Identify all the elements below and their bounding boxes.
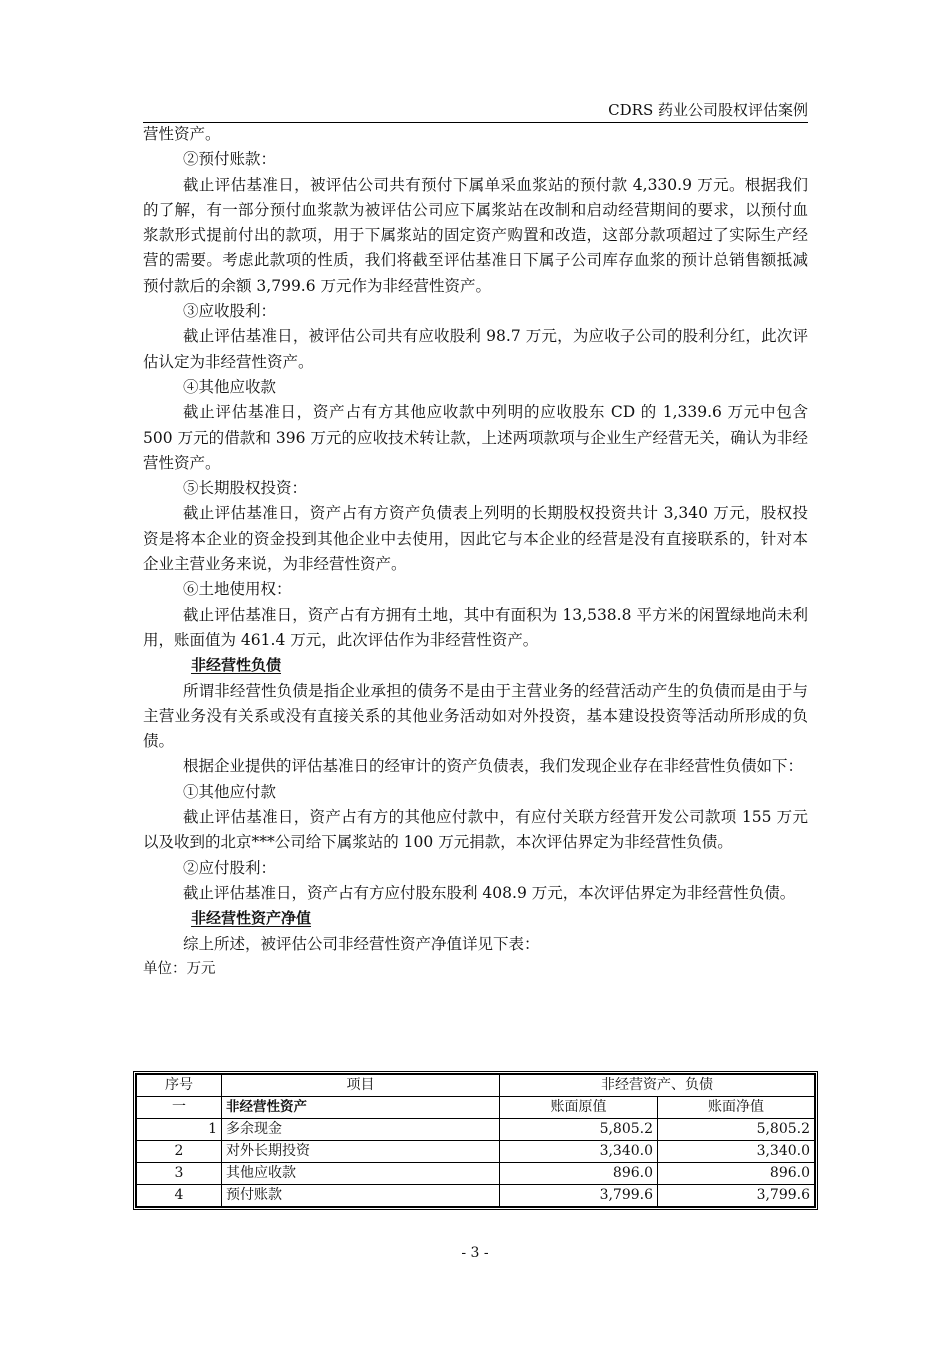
table-section-row — [137, 1097, 815, 1119]
page-number: - 3 - — [461, 1245, 489, 1261]
paragraph: 所谓非经营性负债是指企业承担的债务不是由于主营业务的经营活动产生的负债而是由于与主营业务没有关系或没有直接关系的其他业务活动如对外投资，基本建设投资等活动所形成的负债。 — [143, 681, 808, 751]
row-item: 预付账款 — [222, 1185, 500, 1207]
row-seq: 1 — [137, 1119, 222, 1141]
paragraph: 截止评估基准日，资产占有方其他应收款中列明的应收股东 CD 的 1,339.6 万元中包含 500 万元的借款和 396 万元的应收技术转让款，上述两项款项与企业生产经营无关，确认为非经营性资产。 — [143, 403, 808, 472]
row-item: 其他应收款 — [222, 1163, 500, 1185]
paragraph: 根据企业提供的评估基准日的经审计的资产负债表，我们发现企业存在非经营性负债如下： — [183, 757, 804, 776]
row-item: 多余现金 — [222, 1119, 500, 1141]
row-original: 5,805.2 — [500, 1119, 658, 1141]
section-title: 非经营性资产净值 — [191, 909, 312, 928]
paragraph: 截止评估基准日，被评估公司共有应收股利 98.7 万元，为应收子公司的股利分红，此次评估认定为非经营性资产。 — [143, 327, 808, 371]
section-title: 非经营性负债 — [191, 656, 282, 675]
section-seq: 一 — [137, 1097, 222, 1119]
paragraph: 截止评估基准日，资产占有方资产负债表上列明的长期股权投资共计 3,340 万元，股权投资是将本企业的资金投到其他企业中去使用，因此它与本企业的经营是没有直接联系的，针对本企业主营业务来说，为非经营性资产。 — [143, 504, 808, 574]
subheading: ①其他应付款 — [183, 782, 277, 801]
net-asset-table — [133, 1071, 818, 1210]
table-header-row — [137, 1075, 815, 1097]
row-seq: 4 — [137, 1185, 222, 1207]
header-book-net: 账面净值 — [658, 1097, 815, 1119]
document-body — [143, 122, 808, 982]
subheading: ⑥土地使用权： — [183, 580, 292, 599]
header-item: 项目 — [222, 1075, 500, 1097]
row-net: 3,340.0 — [658, 1141, 815, 1163]
paragraph: 截止评估基准日，资产占有方应付股东股利 408.9 万元，本次评估界定为非经营性负债。 — [183, 883, 796, 902]
paragraph: 截止评估基准日，资产占有方拥有土地，其中有面积为 13,538.8 平方米的闲置绿地尚未利用，账面值为 461.4 万元，此次评估作为非经营性资产。 — [143, 605, 808, 649]
section-item: 非经营性资产 — [222, 1097, 500, 1119]
subheading: ③应收股利： — [183, 302, 277, 321]
row-original: 3,799.6 — [500, 1185, 658, 1207]
header-seq: 序号 — [137, 1075, 222, 1097]
subheading: ④其他应收款 — [183, 377, 277, 396]
row-original: 896.0 — [500, 1163, 658, 1185]
row-item: 对外长期投资 — [222, 1141, 500, 1163]
row-net: 896.0 — [658, 1163, 815, 1185]
running-header: CDRS 药业公司股权评估案例 — [608, 101, 808, 119]
table-row — [137, 1163, 815, 1185]
paragraph: 截止评估基准日，被评估公司共有预付下属单采血浆站的预付款 4,330.9 万元。根据我们的了解，有一部分预付血浆款为被评估公司应下属浆站在改制和启动经营期间的要求，以预付血浆款形式提前付出的款项，用于下属浆站的固定资产购置和改造，这部分款项超过了实际生产经营的需要。考虑此款项的性质，我们将截至评估基准日下属子公司库存血浆的预计总销售额抵减预付款后的余额 3,799.6 万元作为非经营性资产。 — [143, 175, 808, 295]
table-row — [137, 1119, 815, 1141]
row-net: 5,805.2 — [658, 1119, 815, 1141]
subheading: ②应付股利： — [183, 858, 277, 877]
subheading: ②预付账款： — [183, 150, 277, 169]
paragraph: 营性资产。 — [143, 125, 221, 143]
row-seq: 3 — [137, 1163, 222, 1185]
header-book-original: 账面原值 — [500, 1097, 658, 1119]
paragraph: 综上所述，被评估公司非经营性资产净值详见下表： — [183, 934, 540, 953]
row-net: 3,799.6 — [658, 1185, 815, 1207]
table-row — [137, 1185, 815, 1207]
subheading: ⑤长期股权投资： — [183, 479, 308, 498]
header-group: 非经营资产、负债 — [500, 1075, 815, 1097]
table-row — [137, 1141, 815, 1163]
row-original: 3,340.0 — [500, 1141, 658, 1163]
table-unit: 单位：万元 — [143, 960, 216, 977]
row-seq: 2 — [137, 1141, 222, 1163]
paragraph: 截止评估基准日，资产占有方的其他应付款中，有应付关联方经营开发公司款项 155 万元以及收到的北京***公司给下属浆站的 100 万元捐款，本次评估界定为非经营性负债。 — [143, 808, 808, 852]
